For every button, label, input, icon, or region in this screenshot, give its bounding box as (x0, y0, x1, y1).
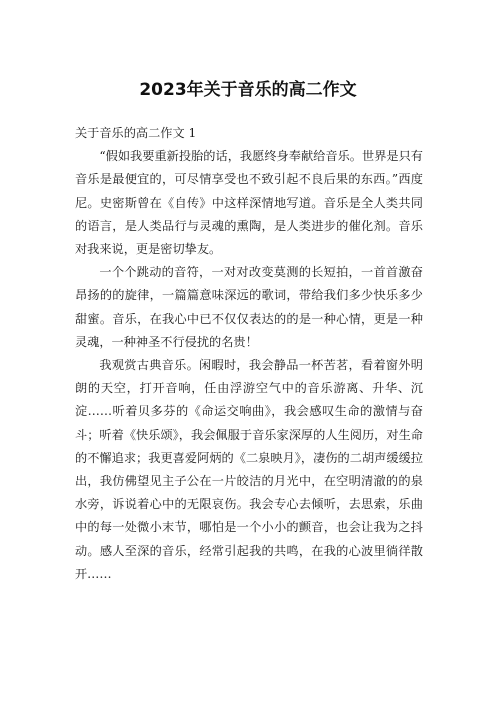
paragraph: 一个个跳动的音符，一对对改变莫测的长短拍，一首首激奋昂扬的的旋律，一篇篇意味深远的歌词，带给我们多少快乐多少甜蜜。音乐，在我心中已不仅仅表达的的是一种心情，更是一种灵魂，一种神圣不行侵扰的名贵！ (75, 265, 423, 349)
paragraph: 我观赏古典音乐。闲暇时，我会静品一杯苦茗，看着窗外明朗的天空，打开音响，任由浮游空气中的音乐游离、升华、沉淀……听着贝多芬的《命运交响曲》，我会感叹生命的激情与奋斗；听着《快乐颂》，我会佩服于音乐家深厚的人生阅历，对生命的不懈追求；我更喜爱阿炳的《二泉映月》，凄伤的二胡声缓缓拉出，我仿佛望见主子公在一片皎洁的月光中，在空明清澈的的泉水旁，诉说着心中的无限哀伤。我会专心去倾听，去思索，乐曲中的每一处微小末节，哪怕是一个小小的颤音，也会让我为之抖动。感人至深的音乐，经常引起我的共鸣，在我的心波里徜徉散开…… (75, 358, 423, 581)
document-body (75, 122, 423, 586)
paragraph: “假如我要重新投胎的话，我愿终身奉献给音乐。世界是只有音乐是最便宜的，可尽情享受也不致引起不良后果的东西。”西度尼。史密斯曾在《自传》中这样深情地写道。音乐是全人类共同的语言，是人类品行与灵魂的熏陶，是人类进步的催化剂。音乐对我来说，更是密切挚友。 (75, 149, 423, 257)
section-heading: 关于音乐的高二作文 1 (75, 126, 197, 140)
document-title: 2023年关于音乐的高二作文 (139, 80, 357, 100)
